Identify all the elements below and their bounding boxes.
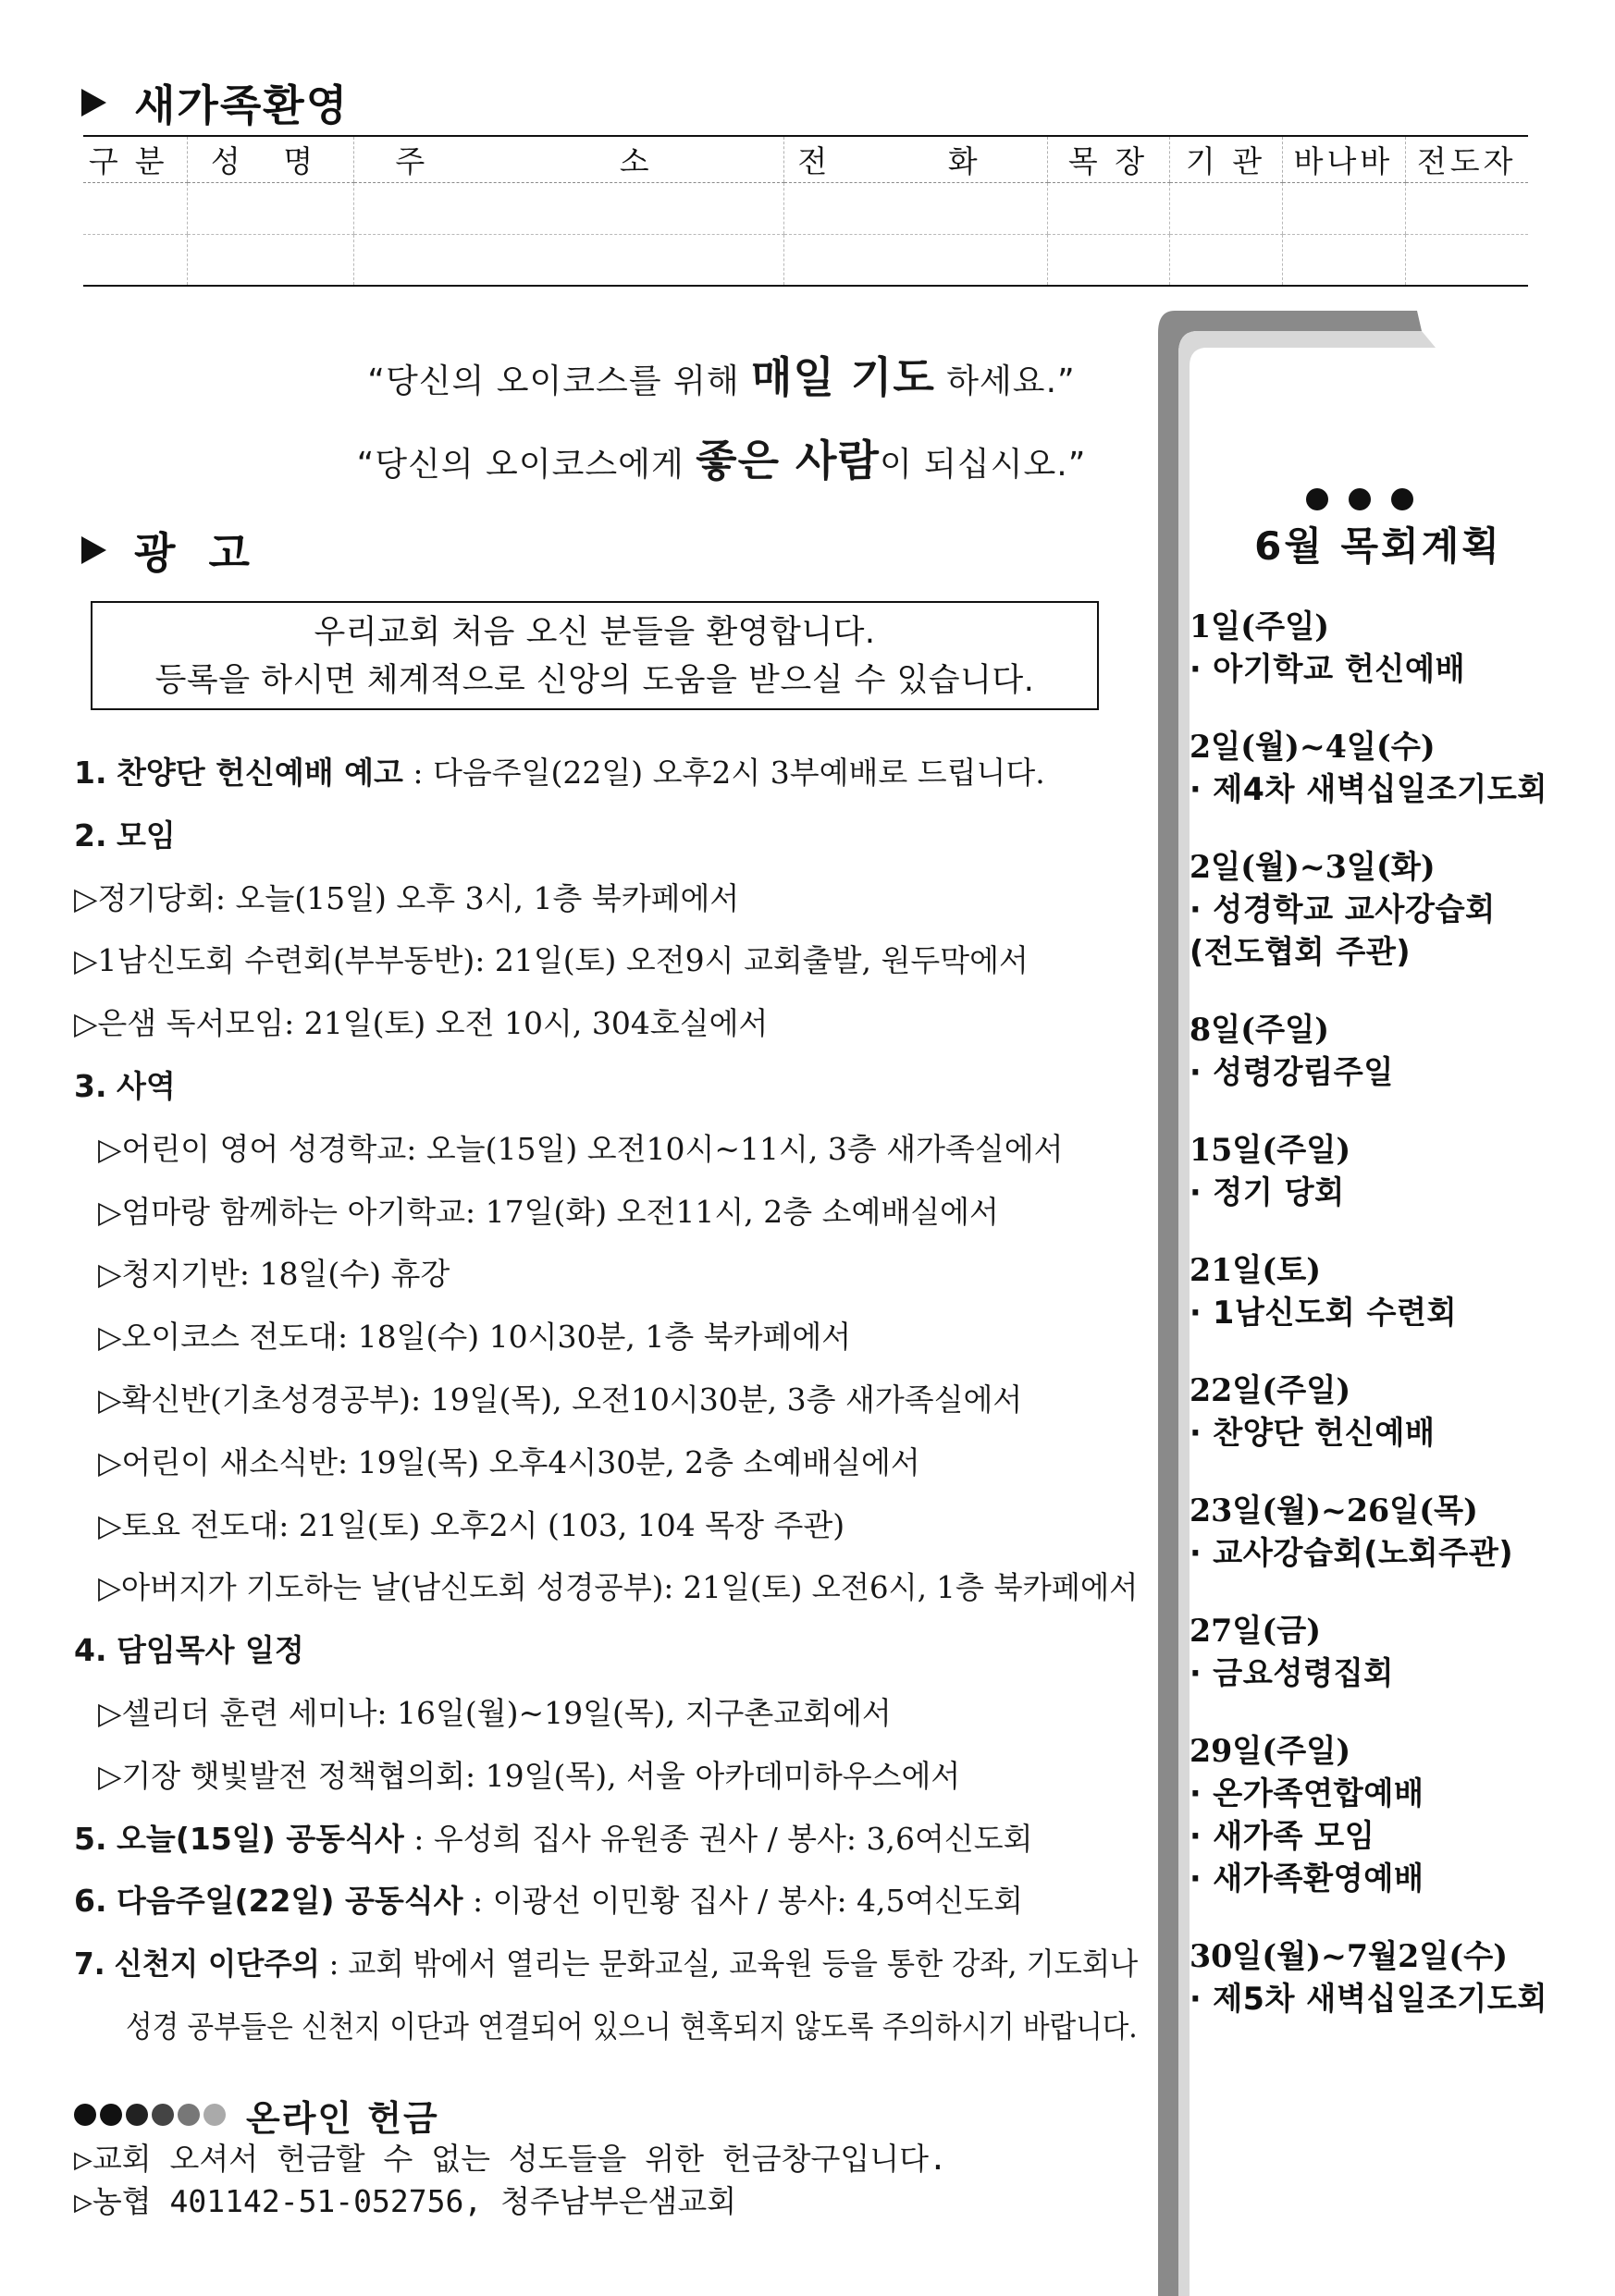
schedule-event: · 교사강습회(노회주관) [1190, 1535, 1514, 1572]
schedule-date: 8일(주일) [1190, 1012, 1329, 1049]
table-header-row [83, 136, 1528, 182]
announcement-subitem [74, 1181, 1138, 1244]
table-cell[interactable] [1047, 234, 1169, 286]
welcome-line: 등록을 하시면 체계적으로 신앙의 도움을 받으실 수 있습니다. [154, 662, 1035, 699]
table-cell[interactable] [353, 234, 783, 286]
announcement-subitem [74, 1494, 1138, 1557]
item-text: 성경 공부들은 신천지 이단과 연결되어 있으니 현혹되지 않도록 주의하시기 바랍니다. [126, 2007, 1138, 2044]
announcement-subitem [74, 1369, 1138, 1431]
item-text: ▷확신반(기초성경공부): 19일(목), 오전10시30분, 3층 새가족실에서 [98, 1381, 1023, 1418]
column-header: 기 관 [1169, 136, 1282, 182]
dot-decoration [1391, 488, 1413, 510]
schedule-event: · 정기 당회 [1190, 1174, 1345, 1211]
dot-decoration [1349, 488, 1371, 510]
announcement-line [74, 867, 739, 930]
schedule-date: 2일(월)~4일(수) [1190, 729, 1436, 766]
announcement-item [74, 1055, 1138, 1118]
item-text: : 우성희 집사 유원종 권사 / 봉사: 3,6여신도회 [403, 1820, 1033, 1857]
dot-icon [126, 2104, 148, 2126]
bank-account-line: ▷농협 401142-51-052756, 청주남부은샘교회 [74, 2183, 737, 2219]
item-number: 3. [74, 1067, 107, 1104]
announcement-item [74, 1933, 1138, 1995]
announcement-line [74, 1619, 304, 1682]
table-row [83, 234, 1528, 286]
column-header: 바나바 [1282, 136, 1405, 182]
schedule-item [1190, 726, 1615, 811]
ads-heading [81, 520, 259, 581]
item-title: 신천지 이단주의 [114, 1946, 320, 1983]
table-cell[interactable] [83, 182, 187, 234]
dot-decoration [1306, 488, 1328, 510]
schedule-event: · 1남신도회 수련회 [1190, 1295, 1458, 1332]
announcement-list [74, 742, 1138, 2058]
dot-icon [74, 2104, 96, 2126]
schedule-event: · 제5차 새벽십일조기도회 [1190, 1981, 1547, 2018]
schedule-date: 23일(월)~26일(목) [1190, 1492, 1478, 1529]
table-cell[interactable] [1282, 182, 1405, 234]
announcement-subitem [74, 1118, 1138, 1181]
item-text: ▷아버지가 기도하는 날(남신도회 성경공부): 21일(토) 오전6시, 1층 북카페에서 [98, 1569, 1139, 1606]
dot-icon [178, 2104, 200, 2126]
welcome-line: 우리교회 처음 오신 분들을 환영합니다. [314, 614, 876, 651]
schedule-date: 15일(주일) [1190, 1132, 1351, 1169]
announcement-subitem [74, 1995, 1138, 2058]
table-cell[interactable] [1405, 234, 1528, 286]
item-number: 5. [74, 1820, 107, 1857]
item-text: : 다음주일(22일) 오후2시 3부예배로 드립니다. [402, 755, 1045, 791]
sidebar-title: 6월 목회계획 [1254, 523, 1502, 569]
announcement-item [74, 1619, 1138, 1682]
column-header: 구분 [83, 136, 187, 182]
item-text: ▷오이코스 전도대: 18일(수) 10시30분, 1층 북카페에서 [98, 1319, 852, 1356]
announcement-line [74, 1933, 1138, 1995]
quote-emphasis: 좋은 사람 [696, 436, 880, 485]
item-title: 담임목사 일정 [117, 1632, 304, 1669]
item-text: ▷1남신도회 수련회(부부동반): 21일(토) 오전9시 교회출발, 원두막에서 [74, 942, 1029, 979]
table-cell[interactable] [187, 182, 353, 234]
item-title: 오늘(15일) 공동식사 [117, 1820, 404, 1857]
item-title: 다음주일(22일) 공동식사 [117, 1883, 463, 1920]
announcement-line [74, 1055, 176, 1118]
dot-icon [152, 2104, 174, 2126]
announcement-line [74, 1808, 1033, 1871]
column-header: 주 소 [353, 136, 783, 182]
table-cell[interactable] [783, 234, 1047, 286]
announcement-line [74, 992, 768, 1055]
announcement-subitem [74, 1682, 1138, 1745]
announcement-line [74, 742, 1045, 804]
item-number: 7. [74, 1946, 105, 1983]
item-text: : 교회 밖에서 열리는 문화교실, 교육원 등을 통한 강좌, 기도회나 [319, 1946, 1139, 1983]
schedule-item [1190, 1610, 1615, 1695]
item-text: ▷어린이 새소식반: 19일(목) 오후4시30분, 2층 소예배실에서 [98, 1443, 920, 1480]
announcement-line [98, 1306, 851, 1369]
item-text: : 이광선 이민황 집사 / 봉사: 4,5여신도회 [462, 1883, 1024, 1920]
item-number: 2. [74, 816, 107, 853]
schedule-item [1190, 1129, 1615, 1214]
announcement-line [74, 1870, 1023, 1933]
item-text: ▷셀리더 훈련 세미나: 16일(월)~19일(목), 지구촌교회에서 [98, 1694, 892, 1731]
announcement-subitem [74, 1745, 1138, 1808]
announcement-subitem [74, 1556, 1138, 1619]
schedule-event: · 온가족연합예배 [1190, 1775, 1424, 1812]
announcement-subitem [74, 929, 1138, 992]
new-family-heading [81, 72, 349, 133]
announcement-line [126, 1995, 1138, 2058]
schedule-date: 21일(토) [1190, 1252, 1321, 1289]
triangle-bullet-icon [81, 89, 106, 117]
announcement-subitem [74, 1306, 1138, 1369]
sidebar-title-dots [1306, 488, 1413, 510]
announcement-line [74, 929, 1029, 992]
item-text: ▷정기당회: 오늘(15일) 오후 3시, 1층 북카페에서 [74, 879, 740, 916]
quote-emphasis: 매일 기도 [751, 352, 935, 402]
schedule-date: 22일(주일) [1190, 1372, 1351, 1409]
column-header: 전 화 [783, 136, 1047, 182]
table-cell[interactable] [1047, 182, 1169, 234]
schedule-item [1190, 1009, 1615, 1094]
announcement-item [74, 1808, 1138, 1871]
column-header: 목 장 [1047, 136, 1169, 182]
item-text: ▷어린이 영어 성경학교: 오늘(15일) 오전10시~11시, 3층 새가족실에서 [98, 1130, 1064, 1167]
schedule-event: · 찬양단 헌신예배 [1190, 1415, 1436, 1452]
announcement-line [98, 1494, 844, 1557]
announcement-line [98, 1181, 999, 1244]
online-offering-title-row [74, 2092, 1184, 2138]
announcement-line [98, 1431, 920, 1494]
schedule-date: 2일(월)~3일(화) [1190, 849, 1436, 886]
online-offering-title: 온라인 헌금 [246, 2097, 439, 2139]
new-family-table [83, 135, 1528, 287]
schedule-event: · 성경학교 교사강습회 [1190, 891, 1496, 928]
oikos-quote-2 [268, 427, 1175, 488]
schedule-item [1190, 1730, 1615, 1900]
item-text: ▷토요 전도대: 21일(토) 오후2시 (103, 104 목장 주관) [98, 1506, 845, 1543]
quote-text: “당신의 오이코스에게 [356, 446, 697, 484]
announcement-item [74, 1870, 1138, 1933]
table-cell[interactable] [83, 234, 187, 286]
schedule-event: · 금요성령집회 [1190, 1655, 1394, 1692]
dots-decoration [74, 2104, 229, 2126]
announcement-line [98, 1745, 960, 1808]
announcement-line [74, 804, 176, 867]
table-cell[interactable] [1169, 182, 1282, 234]
schedule-date: 1일(주일) [1190, 608, 1329, 645]
announcement-line [98, 1118, 1064, 1181]
announcement-subitem [74, 1431, 1138, 1494]
item-text: ▷청지기반: 18일(수) 휴강 [98, 1256, 450, 1293]
item-text: ▷기장 햇빛발전 정책협의회: 19일(목), 서울 아카데미하우스에서 [98, 1757, 961, 1794]
schedule-item [1190, 1935, 1615, 2020]
announcement-subitem [74, 1243, 1138, 1306]
schedule-date: 27일(금) [1190, 1613, 1321, 1650]
announcement-line [98, 1369, 1022, 1431]
welcome-box [91, 601, 1099, 710]
schedule-event: · 아기학교 헌신예배 [1190, 651, 1466, 688]
schedule-list [1190, 606, 1615, 2056]
table-cell[interactable] [1169, 234, 1282, 286]
quote-text: 이 되십시오.” [879, 446, 1087, 484]
schedule-item [1190, 1369, 1615, 1455]
announcement-subitem [74, 992, 1138, 1055]
announcement-item [74, 742, 1138, 804]
schedule-item [1190, 1249, 1615, 1334]
column-header: 성 명 [187, 136, 353, 182]
announcement-subitem [74, 867, 1138, 930]
quote-text: 하세요.” [934, 362, 1076, 400]
table-cell[interactable] [187, 234, 353, 286]
item-number: 4. [74, 1632, 107, 1669]
schedule-event: · 제4차 새벽십일조기도회 [1190, 771, 1547, 808]
schedule-item [1190, 846, 1615, 974]
item-number: 1. [74, 755, 107, 791]
schedule-date: 30일(월)~7월2일(수) [1190, 1938, 1508, 1975]
column-header: 전도자 [1405, 136, 1528, 182]
item-text: ▷엄마랑 함께하는 아기학교: 17일(화) 오전11시, 2층 소예배실에서 [98, 1193, 999, 1230]
item-number: 6. [74, 1883, 107, 1920]
ads-heading-text: 광 고 [134, 528, 259, 578]
announcement-line [98, 1556, 1138, 1619]
announcement-line [98, 1243, 450, 1306]
new-family-heading-text: 새가족환영 [134, 80, 350, 130]
announcement-item [74, 804, 1138, 867]
schedule-date: 29일(주일) [1190, 1733, 1351, 1770]
online-offering-line: ▷교회 오셔서 헌금할 수 없는 성도들을 위한 헌금창구입니다. [74, 2141, 947, 2177]
table-cell[interactable] [1282, 234, 1405, 286]
item-title: 모임 [117, 816, 176, 853]
schedule-event: (전도협회 주관) [1190, 934, 1412, 971]
item-title: 찬양단 헌신예배 예고 [117, 755, 403, 791]
schedule-event: · 새가족환영예배 [1190, 1860, 1424, 1897]
online-offering [74, 2092, 1184, 2223]
table-row [83, 182, 1528, 234]
schedule-item [1190, 1490, 1615, 1575]
schedule-event: · 성령강림주일 [1190, 1054, 1394, 1091]
dot-icon [203, 2104, 226, 2126]
schedule-item [1190, 606, 1615, 691]
oikos-quote-1 [268, 344, 1175, 405]
table-cell[interactable] [353, 182, 783, 234]
quote-text: “당신의 오이코스를 위해 [367, 362, 752, 400]
schedule-event: · 새가족 모임 [1190, 1818, 1375, 1855]
table-cell[interactable] [783, 182, 1047, 234]
announcement-line [98, 1682, 892, 1745]
table-cell[interactable] [1405, 182, 1528, 234]
item-text: ▷은샘 독서모임: 21일(토) 오전 10시, 304호실에서 [74, 1005, 769, 1042]
triangle-bullet-icon [81, 536, 106, 564]
item-title: 사역 [117, 1067, 176, 1104]
dot-icon [100, 2104, 122, 2126]
